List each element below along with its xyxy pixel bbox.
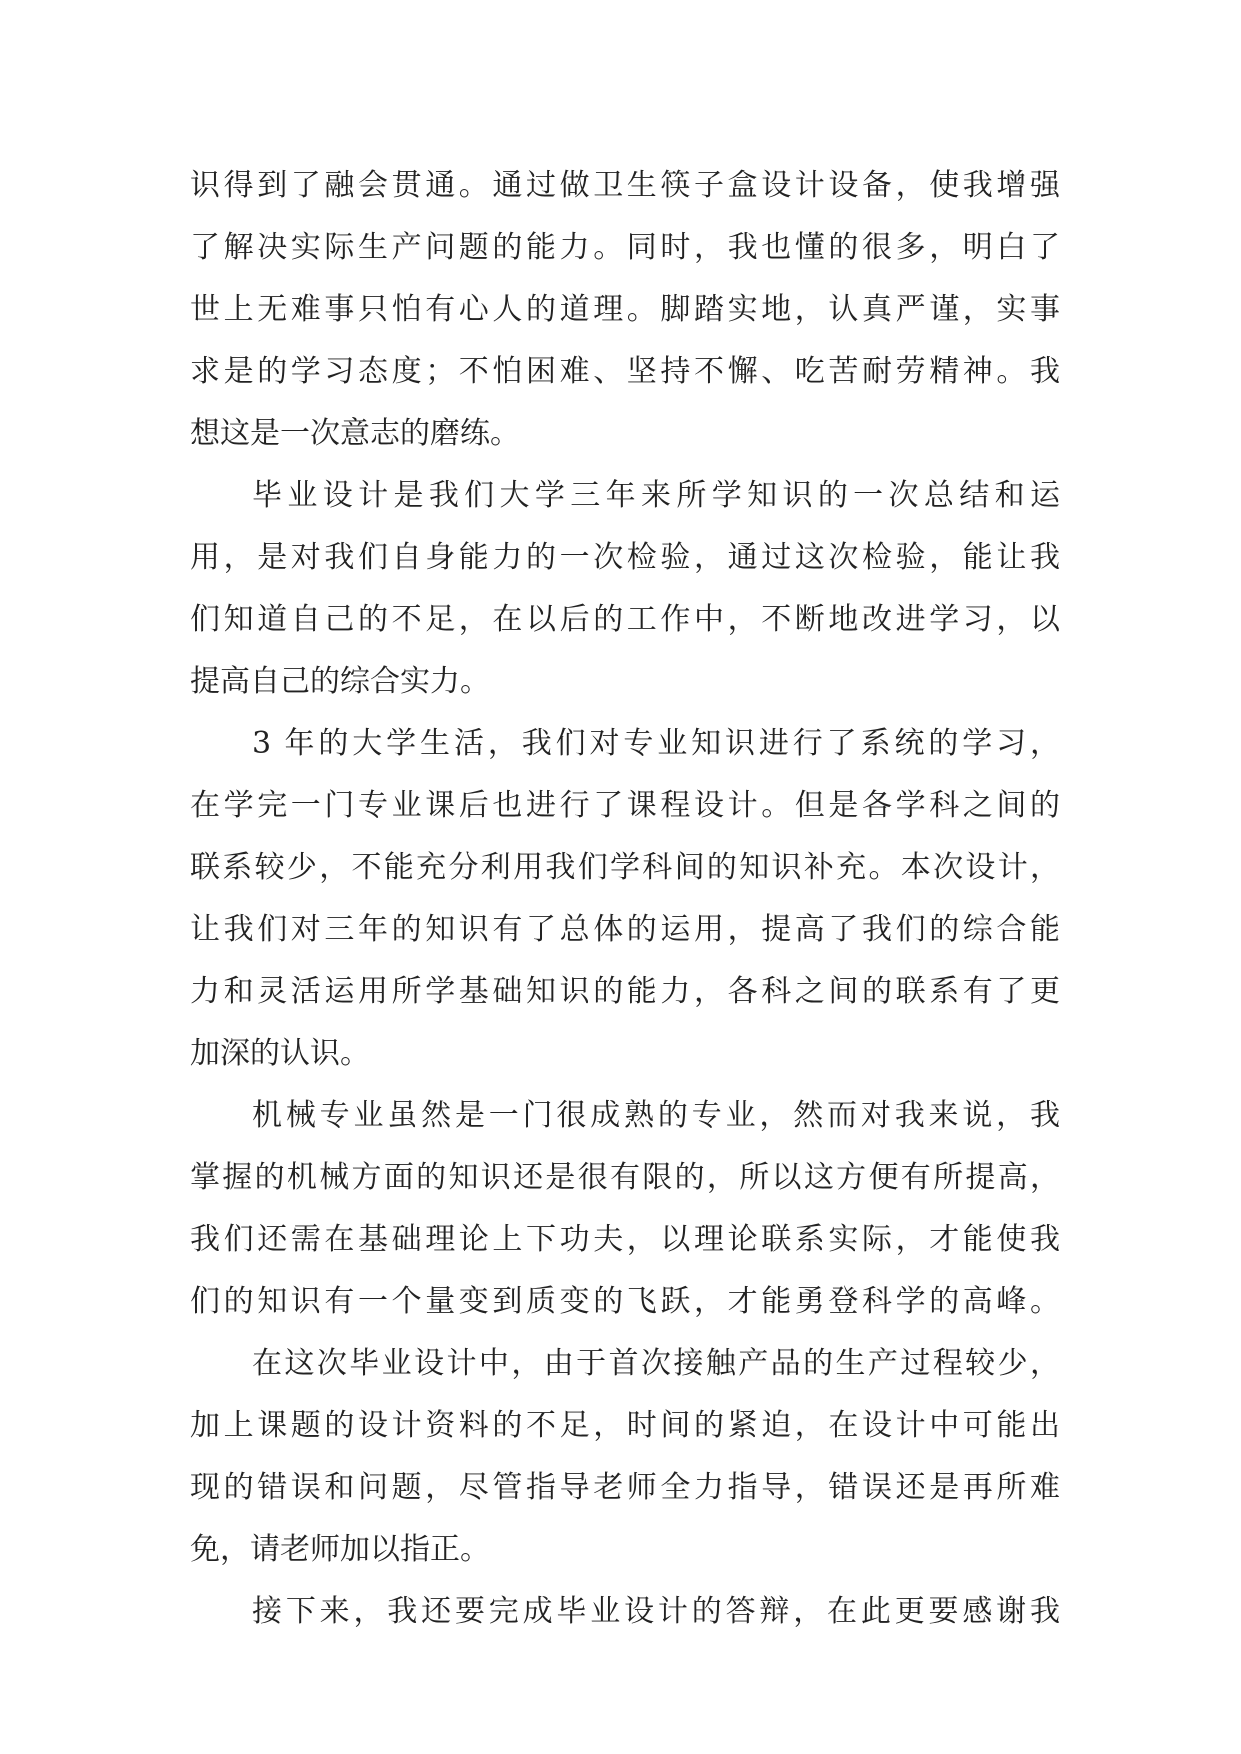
text-line: 机械专业虽然是一门很成熟的专业，然而对我来说，我 <box>252 1098 1060 1133</box>
text-line: 识得到了融会贯通。通过做卫生筷子盒设计设备，使我增强 <box>190 168 1060 203</box>
text-line: 力和灵活运用所学基础知识的能力，各科之间的联系有了更 <box>190 974 1060 1009</box>
text-line: 求是的学习态度；不怕困难、坚持不懈、吃苦耐劳精神。我 <box>190 354 1060 389</box>
text-line: 联系较少，不能充分利用我们学科间的知识补充。本次设计， <box>190 850 1060 885</box>
text-line: 掌握的机械方面的知识还是很有限的，所以这方便有所提高， <box>190 1160 1060 1195</box>
document-body <box>190 155 1060 1643</box>
text-line: 加深的认识。 <box>190 1036 370 1071</box>
text-line: 了解决实际生产问题的能力。同时，我也懂的很多，明白了 <box>190 230 1060 265</box>
paragraph-5 <box>190 1333 1060 1581</box>
text-line: 加上课题的设计资料的不足，时间的紧迫，在设计中可能出 <box>190 1408 1060 1443</box>
paragraph-1 <box>190 155 1060 465</box>
paragraph-3 <box>190 713 1060 1085</box>
text-line: 3 年的大学生活，我们对专业知识进行了系统的学习， <box>252 726 1060 761</box>
paragraph-6 <box>190 1581 1060 1643</box>
text-line: 免，请老师加以指正。 <box>190 1532 490 1567</box>
text-line: 让我们对三年的知识有了总体的运用，提高了我们的综合能 <box>190 912 1060 947</box>
text-line: 我们还需在基础理论上下功夫，以理论联系实际，才能使我 <box>190 1222 1060 1257</box>
text-line: 现的错误和问题，尽管指导老师全力指导，错误还是再所难 <box>190 1470 1060 1505</box>
text-line: 在这次毕业设计中，由于首次接触产品的生产过程较少， <box>252 1346 1060 1381</box>
text-line: 接下来，我还要完成毕业设计的答辩，在此更要感谢我 <box>252 1594 1060 1629</box>
text-line: 们的知识有一个量变到质变的飞跃，才能勇登科学的高峰。 <box>190 1284 1060 1319</box>
paragraph-4 <box>190 1085 1060 1333</box>
text-line: 想这是一次意志的磨练。 <box>190 416 520 451</box>
text-line: 世上无难事只怕有心人的道理。脚踏实地，认真严谨，实事 <box>190 292 1060 327</box>
text-line: 们知道自己的不足，在以后的工作中，不断地改进学习，以 <box>190 602 1060 637</box>
text-line: 用，是对我们自身能力的一次检验，通过这次检验，能让我 <box>190 540 1060 575</box>
text-line: 提高自己的综合实力。 <box>190 664 490 699</box>
text-line: 毕业设计是我们大学三年来所学知识的一次总结和运 <box>252 478 1060 513</box>
text-line: 在学完一门专业课后也进行了课程设计。但是各学科之间的 <box>190 788 1060 823</box>
paragraph-2 <box>190 465 1060 713</box>
